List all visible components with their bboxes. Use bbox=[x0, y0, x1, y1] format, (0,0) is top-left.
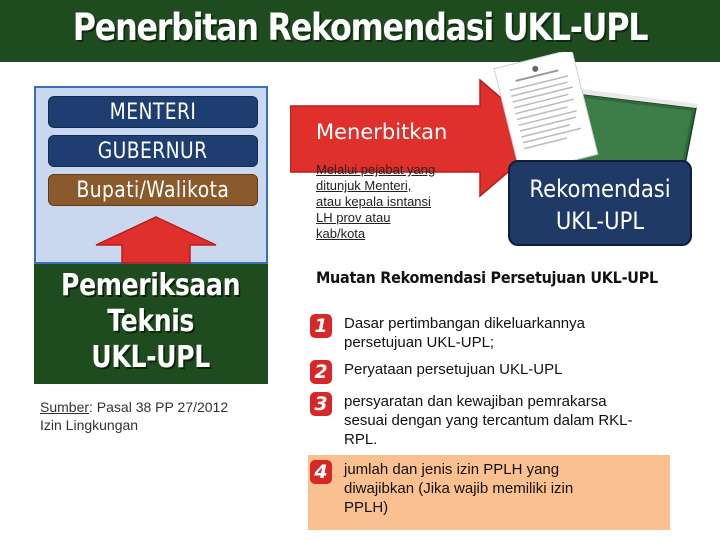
teknis-line-2: Teknis bbox=[107, 304, 195, 339]
number-badge-1: 1 bbox=[310, 314, 332, 338]
rekomendasi-line-2: UKL-UPL bbox=[555, 207, 645, 235]
list-item-text: Dasar pertimbangan dikeluarkannya persetujuan UKL-UPL; bbox=[344, 315, 585, 351]
melalui-note: Melalui pejabat yang ditunjuk Menteri, atau kepala isntansi LH prov atau kab/kota bbox=[316, 162, 436, 241]
list-item-text: persyaratan dan kewajiban pemrakarsa sesuai dengan yang tercantum dalam RKL- RPL. bbox=[344, 393, 633, 448]
number-badge-4: 4 bbox=[310, 460, 332, 484]
authority-gubernur: GUBERNUR bbox=[48, 135, 258, 167]
teknis-line-3: UKL-UPL bbox=[91, 340, 211, 375]
list-item-text: Peryataan persetujuan UKL-UPL bbox=[344, 361, 563, 378]
number-badge-2: 2 bbox=[310, 360, 332, 384]
teknis-line-1: Pemeriksaan bbox=[61, 268, 241, 303]
pemeriksaan-teknis-box bbox=[34, 264, 268, 384]
arrow-label: Menerbitkan bbox=[316, 120, 448, 144]
authority-menteri: MENTERI bbox=[48, 96, 258, 128]
source-line-2: Izin Lingkungan bbox=[40, 417, 139, 433]
rekomendasi-box bbox=[508, 160, 692, 246]
number-badge-3: 3 bbox=[310, 392, 332, 416]
up-arrow-icon bbox=[94, 215, 218, 265]
authority-bupati-walikota: Bupati/Walikota bbox=[48, 174, 258, 206]
source-label: Sumber bbox=[40, 399, 90, 415]
muatan-heading: Muatan Rekomendasi Persetujuan UKL-UPL bbox=[316, 268, 658, 287]
page-title: Penerbitan Rekomendasi UKL-UPL bbox=[72, 6, 648, 49]
source-text: : Pasal 38 PP 27/2012 bbox=[89, 399, 229, 415]
list-item-text: jumlah dan jenis izin PPLH yang diwajibkan (Jika wajib memiliki izin PPLH) bbox=[344, 461, 574, 516]
rekomendasi-line-1: Rekomendasi bbox=[529, 175, 671, 203]
source-note bbox=[40, 398, 280, 434]
